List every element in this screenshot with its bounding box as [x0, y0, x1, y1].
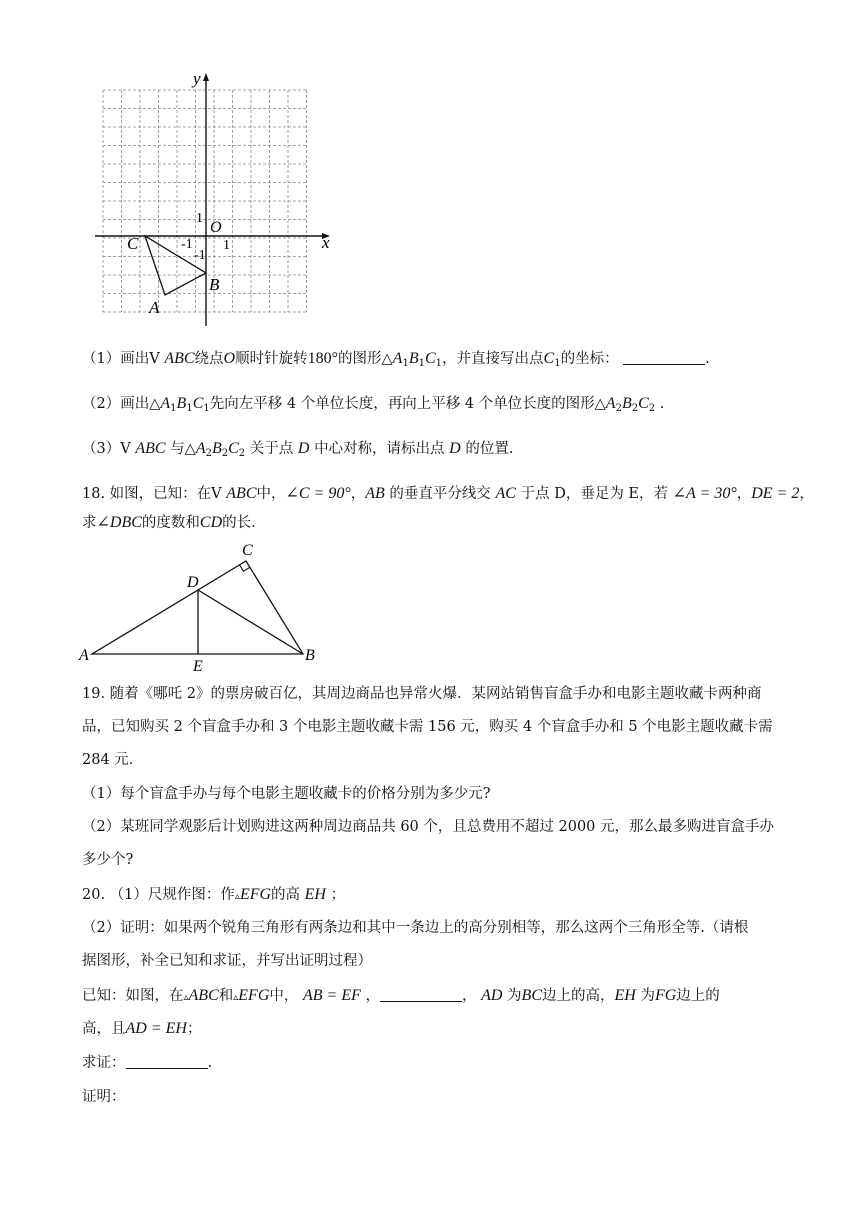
y-axis-arrow	[203, 73, 209, 81]
q17-part2	[82, 394, 664, 419]
fg-label: FG	[654, 987, 677, 1004]
sub-1: 1	[170, 403, 177, 414]
q19-line1: 19. 随着《哪吒 2》的票房破百亿，其周边商品也异常火爆．某网站销售盲盒手办和电影主题收藏卡两种商	[82, 686, 762, 702]
triangle-symbol: △	[381, 351, 393, 367]
angle-c-eq: ∠C = 90°	[285, 485, 351, 502]
text: 的位置.	[465, 441, 514, 457]
text: ，	[799, 486, 814, 502]
c1: C	[543, 350, 555, 367]
b1: B	[176, 395, 187, 412]
a2: A	[195, 440, 206, 457]
text: .	[659, 396, 665, 412]
text: ，	[365, 988, 380, 1004]
sub-2: 2	[205, 448, 212, 459]
ac-label: AC	[495, 485, 516, 502]
text: 的长.	[222, 515, 256, 531]
small-triangle-symbol: ▵	[183, 992, 189, 1003]
text: 边上的高，	[542, 988, 615, 1004]
b2: B	[211, 440, 222, 457]
a1: A	[392, 350, 403, 367]
q19-line6: 多少个?	[82, 852, 134, 868]
text: 20. （1）尺规作图：作	[82, 887, 235, 903]
sub-1: 1	[554, 358, 561, 369]
point-o: O	[223, 350, 236, 367]
q18-line2	[82, 513, 256, 533]
point-d: D	[297, 440, 310, 457]
text: 为	[507, 988, 522, 1004]
triangle-abc	[145, 236, 206, 295]
text: 求	[82, 515, 97, 531]
small-triangle-symbol: ▵	[233, 992, 239, 1003]
small-triangle-symbol: ▵	[234, 891, 240, 902]
given-blank[interactable]	[380, 987, 462, 1002]
sub-1: 1	[186, 403, 193, 414]
ab-eq-ef: AB = EF	[303, 987, 361, 1004]
text: 和	[218, 988, 234, 1004]
abc-label: ABC	[188, 987, 219, 1004]
a1: A	[160, 395, 171, 412]
angle-180: 180°	[307, 350, 339, 367]
text: 关于点	[249, 441, 294, 457]
text: （1）画出	[82, 351, 150, 367]
text: 与	[170, 441, 185, 457]
text: ，	[462, 988, 477, 1004]
q20-part2-line2: 据图形，补全已知和求证，并写出证明过程）	[82, 953, 372, 969]
abc-label: ABC	[135, 440, 166, 457]
label-e: E	[193, 658, 203, 674]
ad-eq-eh: AD = EH	[125, 1020, 187, 1037]
text: 绕点	[194, 351, 224, 367]
segment-db	[198, 590, 303, 654]
text: 的图形	[338, 351, 382, 367]
label-a: A	[79, 647, 89, 664]
q20-given-line1	[82, 986, 720, 1008]
sub-1: 1	[435, 358, 443, 369]
text: ，并直接写出点	[442, 351, 544, 367]
label-c: C	[242, 542, 253, 559]
q17-part3	[82, 439, 513, 464]
de-eq: DE = 2	[751, 485, 800, 502]
q19-line3: 284 元．	[82, 752, 144, 768]
eh-label: EH	[304, 886, 326, 903]
sub-2: 2	[238, 448, 246, 459]
text: 的高	[271, 887, 301, 903]
text: 边上的	[676, 988, 720, 1004]
text: 先向左平移 4 个单位长度，再向上平移 4 个单位长度的图形	[209, 396, 595, 412]
triangle-figure	[76, 538, 326, 674]
text: 顺时针旋转	[235, 351, 308, 367]
tick-neg-one-y: -1	[194, 248, 206, 263]
answer-blank[interactable]	[623, 350, 705, 365]
eh-label: EH	[614, 987, 636, 1004]
sub-2: 2	[648, 403, 656, 414]
text: 已知：如图，在	[82, 988, 184, 1004]
tick-neg-one-x: -1	[181, 237, 193, 252]
x-axis-label: x	[322, 233, 330, 252]
text: ；	[186, 1021, 202, 1037]
point-b-label: B	[209, 275, 220, 294]
text: 中，	[256, 486, 286, 502]
a2: A	[605, 395, 616, 412]
prove-blank[interactable]	[126, 1054, 208, 1069]
text: 高，且	[82, 1021, 126, 1037]
efg-label: EFG	[238, 987, 270, 1004]
tick-one-x: 1	[223, 238, 230, 253]
point-a-label: A	[149, 298, 160, 317]
c2: C	[638, 395, 649, 412]
sub-1: 1	[203, 403, 210, 414]
text: ；	[330, 887, 346, 903]
text: 18. 如图，已知：在	[82, 486, 212, 502]
sub-1: 1	[402, 358, 409, 369]
q20-part2-line1: （2）证明：如果两个锐角三角形有两条边和其中一条边上的高分别相等，那么这两个三角形全等.（请根	[82, 920, 749, 936]
coordinate-figure	[90, 68, 340, 330]
v-symbol: V	[149, 351, 160, 367]
text: 的坐标：	[560, 351, 619, 367]
text: （2）画出	[82, 396, 150, 412]
efg-label: EFG	[239, 886, 272, 903]
v-symbol: V	[120, 441, 131, 457]
angle-dbc: ∠DBC	[96, 514, 142, 531]
q20-prove	[82, 1053, 212, 1073]
q20-part1	[82, 885, 345, 907]
triangle-symbol: △	[594, 396, 606, 412]
grid-lines	[103, 90, 307, 312]
sub-2: 2	[221, 448, 229, 459]
bc-label: BC	[521, 987, 542, 1004]
c1: C	[192, 395, 204, 412]
label-d: D	[187, 574, 199, 591]
abc-label: ABC	[226, 485, 257, 502]
text: （3）	[82, 441, 121, 457]
sub-1: 1	[418, 358, 425, 369]
ab-label: AB	[365, 485, 385, 502]
q17-part1	[82, 349, 710, 374]
y-axis-label: y	[193, 69, 201, 88]
q19-part1: （1）每个盲盒手办与每个电影主题收藏卡的价格分别为多少元?	[82, 786, 491, 802]
text: 求证：	[82, 1055, 126, 1071]
q20-proof: 证明：	[82, 1089, 126, 1105]
angle-a-eq: ∠A = 30°	[672, 485, 737, 502]
text: .	[705, 351, 710, 367]
c2: C	[228, 440, 239, 457]
v-symbol: V	[211, 486, 222, 502]
cd-label: CD	[199, 514, 223, 531]
text: .	[207, 1055, 213, 1071]
b1: B	[408, 350, 419, 367]
text: 中，	[269, 988, 299, 1004]
text: 的度数和	[141, 515, 200, 531]
b2: B	[621, 395, 632, 412]
sub-2: 2	[631, 403, 639, 414]
text: 的垂直平分线交	[389, 486, 491, 502]
sub-2: 2	[615, 403, 622, 414]
triangle-symbol: △	[184, 441, 196, 457]
tick-one-y: 1	[196, 211, 203, 226]
label-b: B	[305, 647, 315, 664]
text: 中心对称，请标出点	[314, 441, 445, 457]
text: ，	[350, 486, 366, 502]
point-d: D	[449, 440, 461, 457]
q18-line1	[82, 484, 814, 504]
text: 于点 D，垂足为 E，若	[520, 486, 669, 502]
abc-label: ABC	[164, 350, 195, 367]
text: 为	[640, 988, 655, 1004]
origin-label: O	[210, 219, 222, 236]
text: ，	[736, 486, 752, 502]
c1: C	[424, 350, 436, 367]
triangle-symbol: △	[149, 396, 161, 412]
point-c-label: C	[127, 234, 139, 253]
q19-part2: （2）某班同学观影后计划购进这两种周边商品共 60 个，且总费用不超过 2000 元，那么最多购进盲盒手办	[82, 819, 775, 835]
ad-label: AD	[481, 987, 503, 1004]
q19-line2: 品，已知购买 2 个盲盒手办和 3 个电影主题收藏卡需 156 元，购买 4 个盲盒手办和 5 个电影主题收藏卡需	[82, 719, 773, 735]
q20-given-line2	[82, 1019, 201, 1039]
